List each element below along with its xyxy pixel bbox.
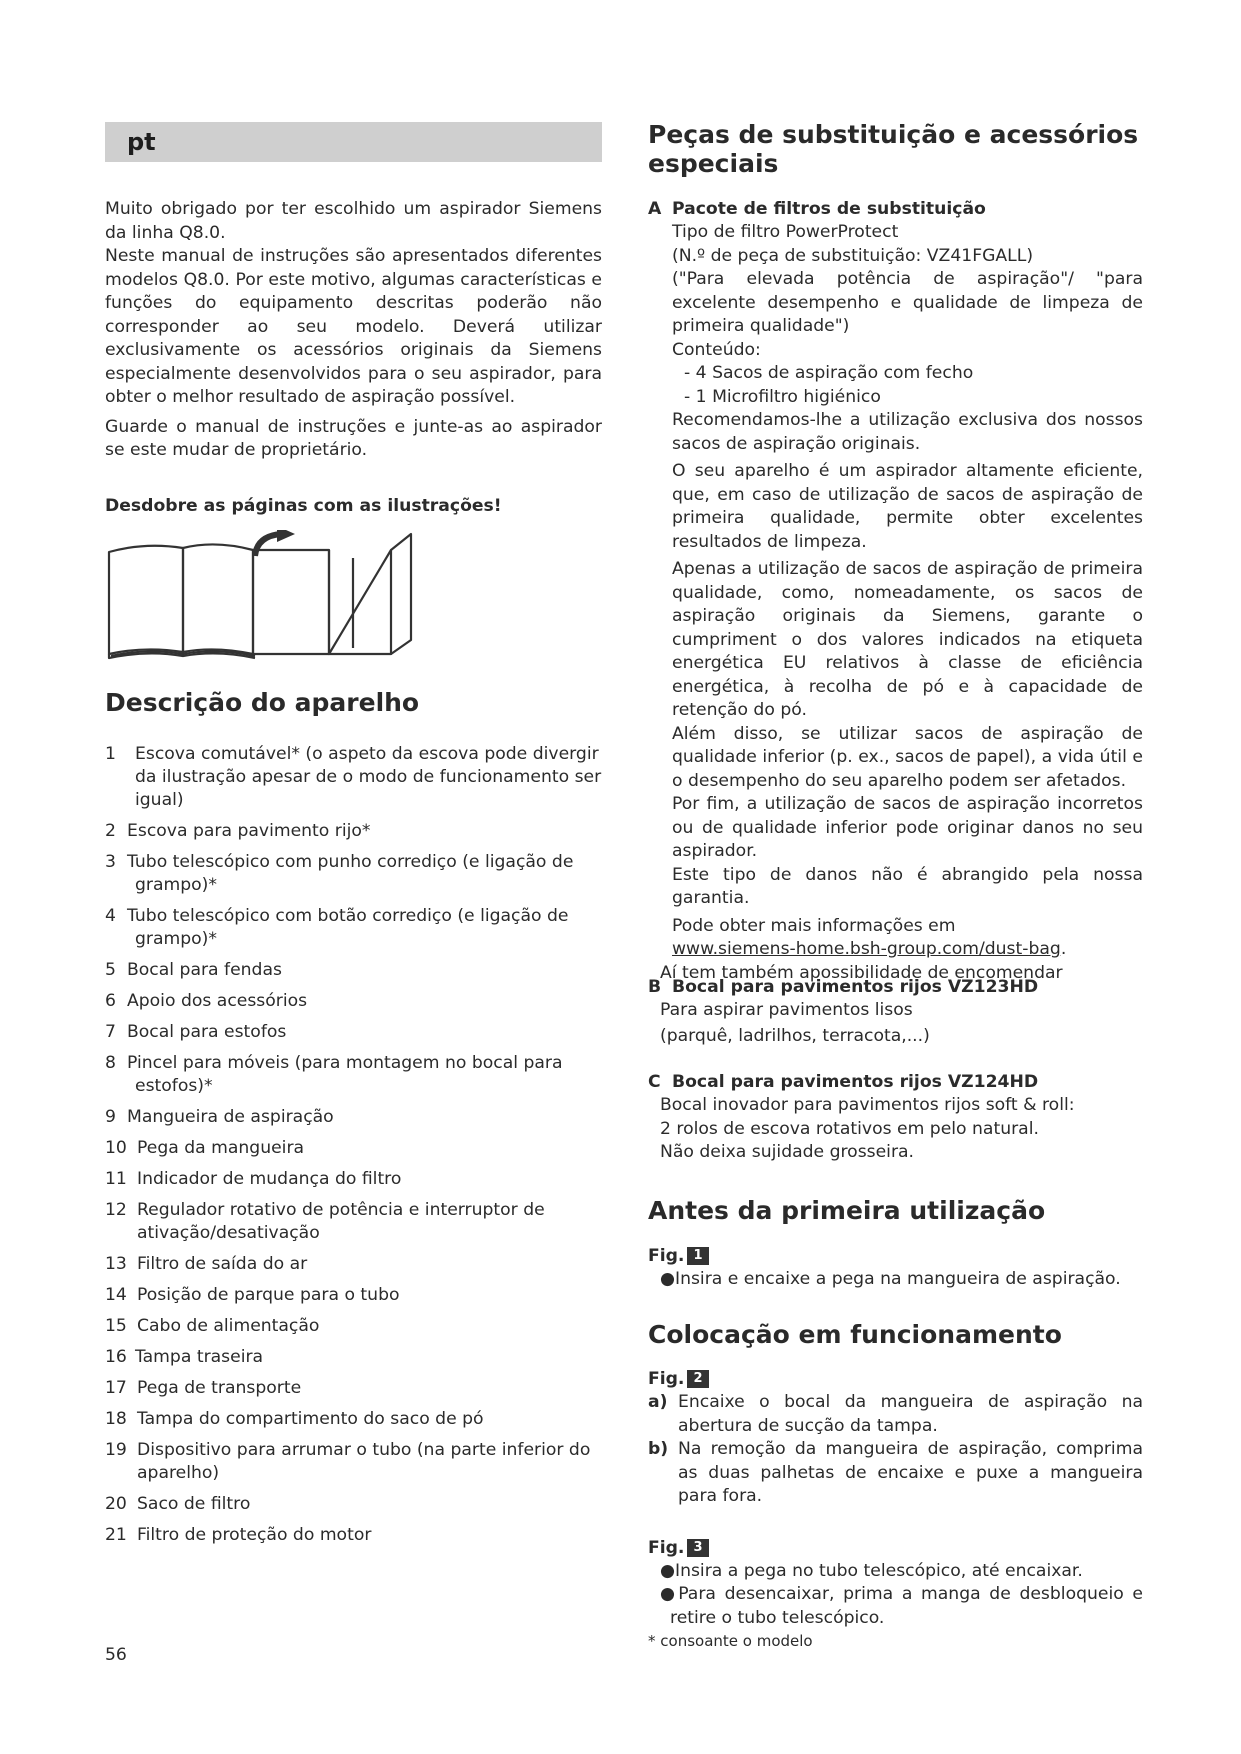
list-item: 12 Regulador rotativo de potência e interruptor de ativação/desativação bbox=[105, 1200, 545, 1243]
content-item: - 4 Sacos de aspiração com fecho bbox=[684, 363, 974, 383]
language-tab bbox=[105, 122, 602, 162]
list-item: 7 Bocal para estofos bbox=[105, 1022, 287, 1042]
intro-paragraph-3: Guarde o manual de instruções e junte-as ao aspirador se este mudar de proprietário. bbox=[105, 416, 602, 460]
section-b bbox=[648, 976, 1143, 1048]
before-first-use-title: Antes da primeira utilização bbox=[648, 1196, 1046, 1225]
language-code: pt bbox=[127, 128, 156, 156]
list-item: 4 Tubo telescópico com botão corrediço (e ligação de grampo)* bbox=[105, 906, 569, 949]
page-number: 56 bbox=[105, 1645, 127, 1665]
filter-type: Tipo de filtro PowerProtect bbox=[672, 222, 899, 242]
list-item: 16 Tampa traseira bbox=[105, 1347, 264, 1367]
section-c-line: Bocal inovador para pavimentos rijos soft & roll: bbox=[660, 1095, 1075, 1115]
section-a bbox=[648, 198, 1143, 985]
efficiency-paragraph: O seu aparelho é um aspirador altamente eficiente, que, em caso de utilização de sacos de aspiração de primeira qualidade, permite obter excelentes resultados de limpeza. bbox=[672, 461, 1143, 552]
filter-claim: ("Para elevada potência de aspiração"/ "para excelente desempenho e qualidade de limpeza de primeira qualidade") bbox=[672, 269, 1143, 336]
list-item: 9 Mangueira de aspiração bbox=[105, 1107, 334, 1127]
part-number: (N.º de peça de substituição: VZ41FGALL) bbox=[672, 245, 1034, 266]
operation-content bbox=[648, 1368, 1143, 1630]
fold-out-pages-icon bbox=[105, 530, 425, 660]
info-link-line: www.siemens-home.bsh-group.com/dust-bag. bbox=[672, 939, 1067, 959]
list-item: 3 Tubo telescópico com punho corrediço (e ligação de grampo)* bbox=[105, 852, 574, 895]
list-item: 10 Pega da mangueira bbox=[105, 1138, 305, 1158]
list-item: 1 Escova comutável* (o aspeto da escova pode divergir da ilustração apesar de o modo de funcionamento ser igual) bbox=[105, 744, 602, 810]
intro-paragraph-2: Neste manual de instruções são apresentados diferentes modelos Q8.0. Por este motivo, algumas características e funções do equipamento descritas poderão não corresponder ao seu modelo. Deverá utilizar exclusivamente os acessórios originais da Siemens especialmente desenvolvidos para o seu aspirador, para obter o melhor resultado de aspiração possível. bbox=[105, 246, 602, 407]
section-c-line: 2 rolos de escova rotativos em pelo natural. bbox=[660, 1118, 1039, 1139]
figure-number-badge: 2 bbox=[687, 1370, 708, 1388]
order-line: Aí tem também apossibilidade de encomendar bbox=[660, 962, 1063, 983]
list-item: 8 Pincel para móveis (para montagem no bocal para estofos)* bbox=[105, 1053, 563, 1096]
step-a: a) Encaixe o bocal da mangueira de aspiração na abertura de sucção da tampa. bbox=[648, 1392, 1143, 1436]
info-label: Pode obter mais informações em bbox=[672, 915, 956, 936]
content-item: - 1 Microfiltro higiénico bbox=[684, 386, 881, 407]
footnote: * consoante o modelo bbox=[648, 1632, 813, 1650]
inferior-quality-paragraph: Além disso, se utilizar sacos de aspiração de qualidade inferior (p. ex., sacos de papel), a vida útil e o desempenho do seu aparelho podem ser afetados. bbox=[672, 723, 1143, 791]
dust-bag-link[interactable]: www.siemens-home.bsh-group.com/dust-bag bbox=[672, 939, 1061, 959]
list-item: 21 Filtro de proteção do motor bbox=[105, 1525, 372, 1545]
instruction-bullet: ●Insira a pega no tubo telescópico, até encaixar. bbox=[660, 1560, 1083, 1581]
figure-number-badge: 1 bbox=[687, 1247, 708, 1265]
before-first-use-content bbox=[648, 1245, 1143, 1292]
contents-label: Conteúdo: bbox=[672, 339, 761, 360]
intro-section bbox=[105, 198, 602, 463]
list-item: 20 Saco de filtro bbox=[105, 1494, 251, 1514]
device-description-title: Descrição do aparelho bbox=[105, 688, 420, 717]
list-item: 18 Tampa do compartimento do saco de pó bbox=[105, 1409, 484, 1429]
list-item: 17 Pega de transporte bbox=[105, 1378, 302, 1398]
figure-reference: Fig. 3 bbox=[648, 1537, 1143, 1560]
parts-list bbox=[105, 743, 602, 1555]
list-item: 2 Escova para pavimento rijo* bbox=[105, 821, 371, 841]
figure-reference: Fig. 2 bbox=[648, 1368, 1143, 1391]
section-b-line: (parquê, ladrilhos, terracota,...) bbox=[660, 1025, 930, 1046]
section-c-line: Não deixa sujidade grosseira. bbox=[660, 1142, 915, 1162]
section-b-line: Para aspirar pavimentos lisos bbox=[660, 1000, 913, 1020]
section-c-heading: C Bocal para pavimentos rijos VZ124HD bbox=[648, 1072, 1039, 1092]
section-b-heading: B Bocal para pavimentos rijos VZ123HD bbox=[648, 977, 1039, 997]
section-c bbox=[648, 1071, 1143, 1165]
list-item: 11 Indicador de mudança do filtro bbox=[105, 1169, 402, 1189]
list-item: 13 Filtro de saída do ar bbox=[105, 1254, 308, 1274]
figure-reference: Fig. 1 bbox=[648, 1245, 1143, 1268]
instruction-bullet: ●Para desencaixar, prima a manga de desbloqueio e retire o tubo telescópico. bbox=[660, 1584, 1143, 1628]
step-b: b) Na remoção da mangueira de aspiração, comprima as duas palhetas de encaixe e puxe a mangueira para fora. bbox=[648, 1439, 1143, 1506]
fold-out-pages-illustration bbox=[105, 530, 425, 664]
operation-title: Colocação em funcionamento bbox=[648, 1320, 1062, 1349]
warranty-paragraph: Este tipo de danos não é abrangido pela nossa garantia. bbox=[672, 864, 1143, 908]
list-item: 6 Apoio dos acessórios bbox=[105, 991, 308, 1011]
list-item: 19 Dispositivo para arrumar o tubo (na parte inferior do aparelho) bbox=[105, 1440, 591, 1483]
section-a-heading: A Pacote de filtros de substituição bbox=[648, 199, 986, 219]
intro-paragraph-1: Muito obrigado por ter escolhido um aspirador Siemens da linha Q8.0. bbox=[105, 199, 602, 243]
list-item: 14 Posição de parque para o tubo bbox=[105, 1285, 400, 1305]
list-item: 5 Bocal para fendas bbox=[105, 960, 282, 980]
list-item: 15 Cabo de alimentação bbox=[105, 1316, 320, 1336]
recommendation-paragraph: Recomendamos-lhe a utilização exclusiva dos nossos sacos de aspiração originais. bbox=[672, 410, 1143, 454]
energy-label-paragraph: Apenas a utilização de sacos de aspiração de primeira qualidade, como, nomeadamente, os sacos de aspiração originais da Siemens, garante o cumpriment o dos valores indicados na etiqueta energética EU relativos à classe de eficiência energética, à recolha de pó e à capacidade de retenção do pó. bbox=[672, 559, 1143, 720]
figure-number-badge: 3 bbox=[687, 1539, 708, 1557]
replacement-parts-title: Peças de substituição e acessórios especiais bbox=[648, 120, 1139, 178]
instruction-bullet: ●Insira e encaixe a pega na mangueira de aspiração. bbox=[660, 1269, 1121, 1289]
unfold-note: Desdobre as páginas com as ilustrações! bbox=[105, 496, 502, 516]
damage-paragraph: Por fim, a utilização de sacos de aspiração incorretos ou de qualidade inferior pode originar danos no seu aspirador. bbox=[672, 794, 1143, 861]
